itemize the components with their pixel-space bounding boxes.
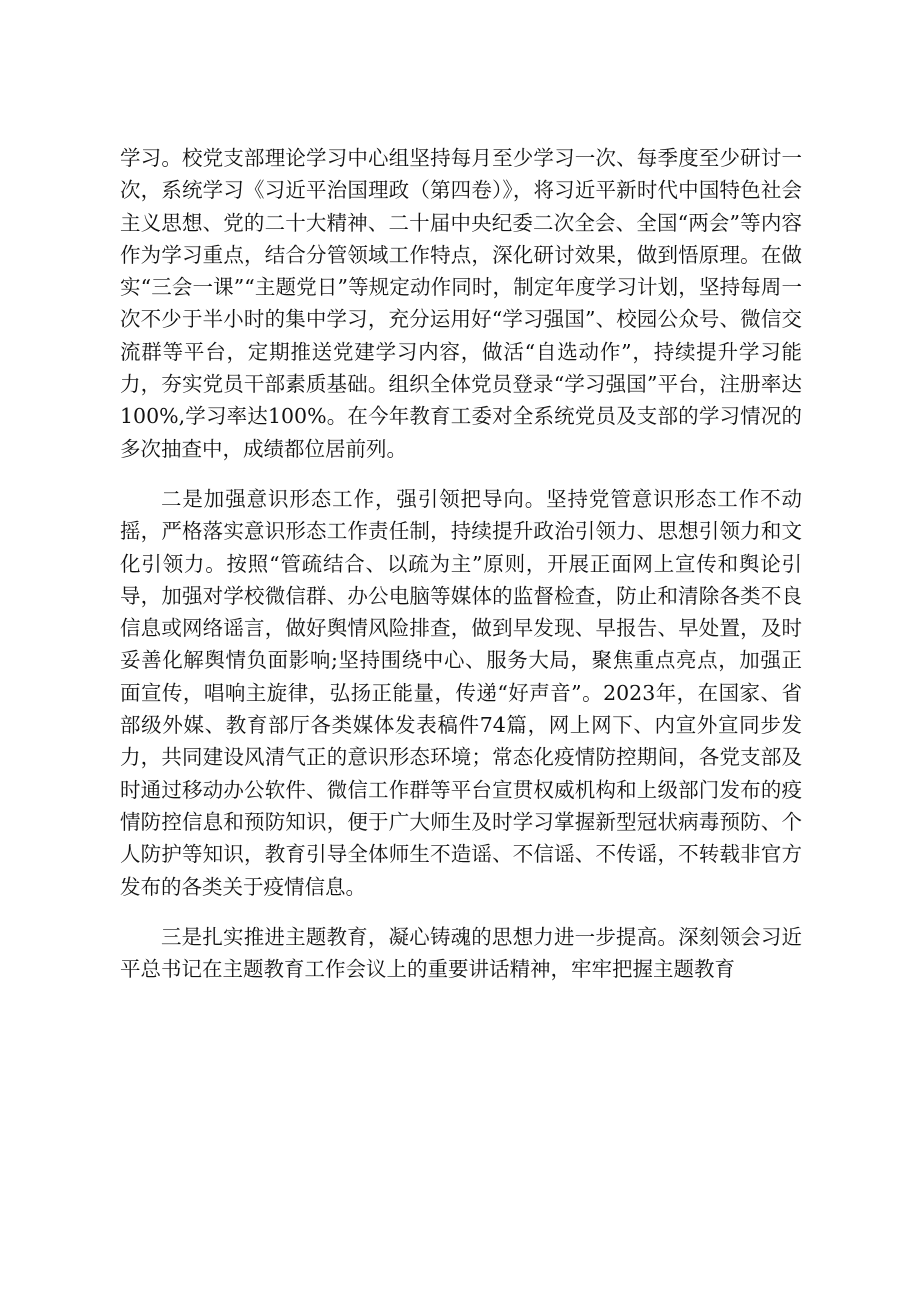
paragraph-theme-education: 三是扎实推进主题教育，凝心铸魂的思想力进一步提高。深刻领会习近平总书记在主题教育工作会议上的重要讲话精神，牢牢把握主题教育 (120, 924, 802, 982)
paragraph-ideology-work: 二是加强意识形态工作，强引领把导向。坚持党管意识形态工作不动摇，严格落实意识形态工作责任制，持续提升政治引领力、思想引领力和文化引领力。按照“管疏结合、以疏为主”原则，开展正面网上宣传和舆论引导，加强对学校微信群、办公电脑等媒体的监督检查，防止和清除各类不良信息或网络谣言，做好舆情风险排查，做到早发现、早报告、早处置，及时妥善化解舆情负面影响;坚持围绕中心、服务大局，聚焦重点亮点，加强正面宣传，唱响主旋律，弘扬正能量，传递“好声音”。2023年，在国家、省部级外媒、教育部厅各类媒体发表稿件74篇，网上网下、内宣外宣同步发力，共同建设风清气正的意识形态环境；常态化疫情防控期间，各党支部及时通过移动办公软件、微信工作群等平台宣贯权威机构和上级部门发布的疫情防控信息和预防知识，便于广大师生及时学习掌握新型冠状病毒预防、个人防护等知识，教育引导全体师生不造谣、不信谣、不传谣，不转载非官方发布的各类关于疫情信息。 (120, 486, 802, 899)
paragraph-continuation: 学习。校党支部理论学习中心组坚持每月至少学习一次、每季度至少研讨一次，系统学习《习近平治国理政（第四卷）》，将习近平新时代中国特色社会主义思想、党的二十大精神、二十届中央纪委二次全会、全国“两会”等内容作为学习重点，结合分管领域工作特点，深化研讨效果，做到悟原理。在做实“三会一课”“主题党日”等规定动作同时，制定年度学习计划，坚持每周一次不少于半小时的集中学习，充分运用好“学习强国”、校园公众号、微信交流群等平台，定期推送党建学习内容，做活“自选动作”，持续提升学习能力，夯实党员干部素质基础。组织全体党员登录“学习强国”平台，注册率达100%,学习率达100%。在今年教育工委对全系统党员及支部的学习情况的多次抽查中，成绩都位居前列。 (120, 146, 802, 461)
paragraph-spacer (120, 465, 802, 483)
paragraph-spacer (120, 903, 802, 921)
document-body (120, 142, 802, 985)
